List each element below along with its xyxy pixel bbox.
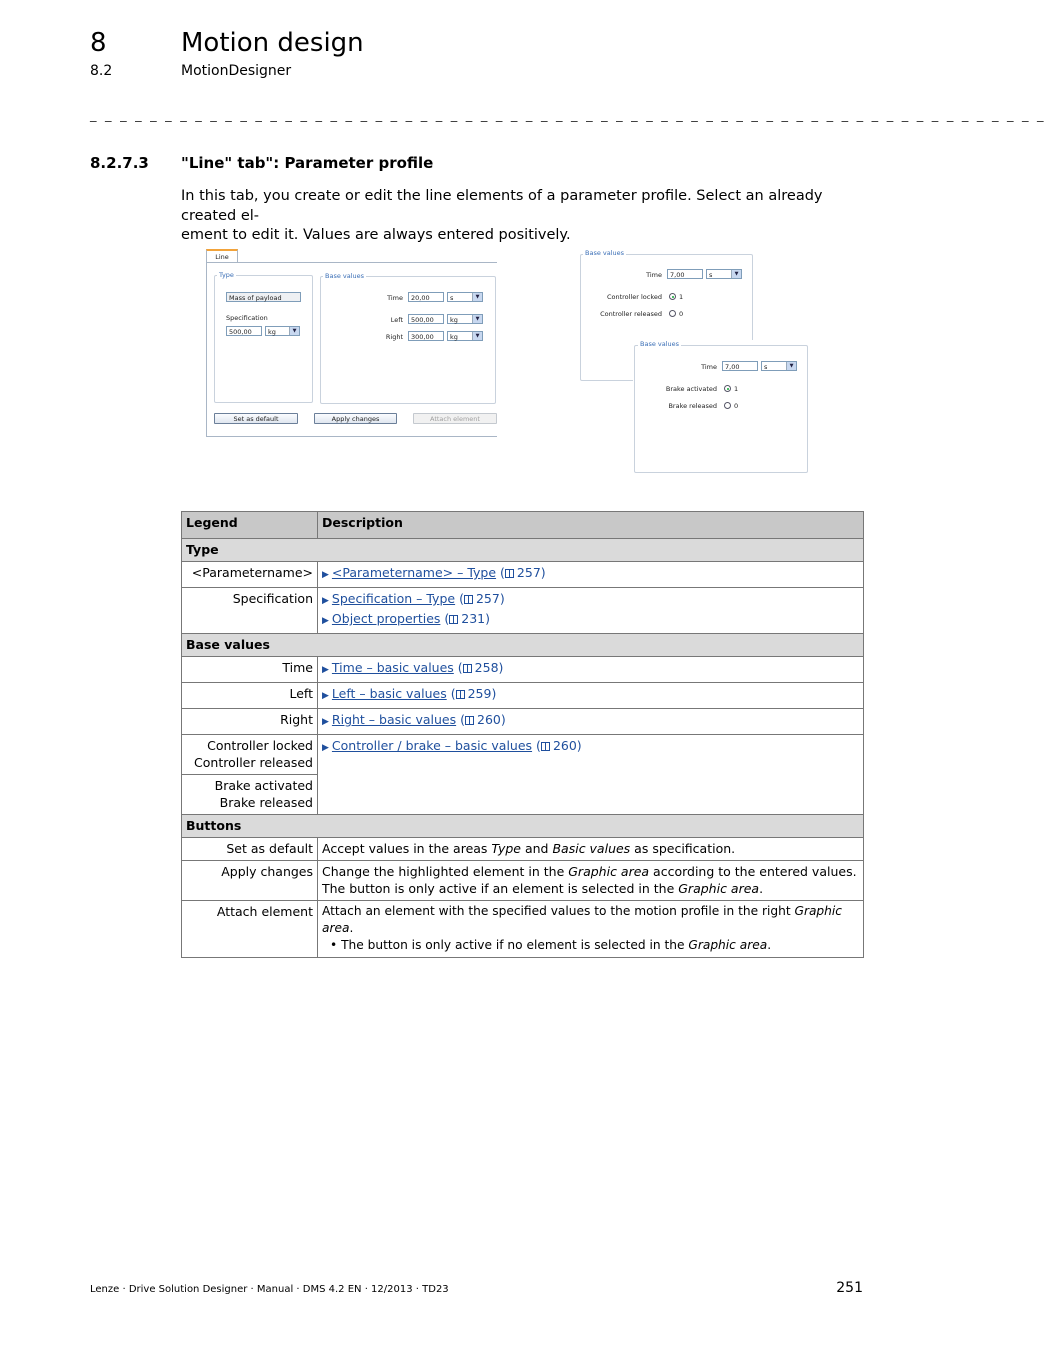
controller-group-legend: Base values xyxy=(585,249,625,257)
group-base-values-label: Base values xyxy=(182,634,864,657)
row-key-attach-element: Attach element xyxy=(182,901,318,958)
brake-group-legend: Base values xyxy=(640,340,680,348)
col-legend-header: Legend xyxy=(182,512,318,539)
brake-time-label: Time xyxy=(701,363,717,371)
row-desc-right: ▶ Right – basic values ( 260) xyxy=(318,709,864,735)
footer-doc-info: Lenze · Drive Solution Designer · Manual · DMS 4.2 EN · 12/2013 · TD23 xyxy=(90,1284,449,1295)
controller-time-unit-select[interactable] xyxy=(706,269,742,279)
arrow-right-icon: ▶ xyxy=(322,665,329,675)
table-row xyxy=(182,562,864,588)
link-right-basic-values[interactable]: Right – basic values xyxy=(331,712,457,727)
intro-line-2: ement to edit it. Values are always entered positively. xyxy=(181,227,571,243)
table-row xyxy=(182,709,864,735)
group-type-label: Type xyxy=(182,539,864,562)
brake-released-label: Brake released xyxy=(668,402,717,410)
section-number: 8.2 xyxy=(90,63,113,79)
table-header-row xyxy=(182,512,864,539)
desc-text: . xyxy=(349,921,354,935)
table-row xyxy=(182,861,864,901)
row-key-right: Right xyxy=(182,709,318,735)
col-description-header: Description xyxy=(318,512,864,539)
row-desc-apply-changes xyxy=(318,861,864,901)
controller-released-key: Controller released xyxy=(194,755,313,770)
row-desc-time: ▶ Time – basic values ( 258) xyxy=(318,657,864,683)
row-desc-attach-element xyxy=(318,901,864,958)
controller-locked-label: Controller locked xyxy=(606,293,662,301)
arrow-right-icon: ▶ xyxy=(322,570,329,580)
arrow-right-icon: ▶ xyxy=(322,691,329,701)
set-as-default-button[interactable]: Set as default xyxy=(214,413,298,424)
brake-released-radio[interactable] xyxy=(724,402,731,409)
book-icon xyxy=(541,742,550,751)
brake-released-value: 0 xyxy=(734,402,739,410)
desc-text: . xyxy=(767,938,772,952)
arrow-right-icon: ▶ xyxy=(322,743,329,753)
controller-locked-key: Controller locked xyxy=(207,738,313,753)
table-row xyxy=(182,588,864,634)
desc-text: Attach an element with the specified values to the motion profile in the right xyxy=(322,904,795,918)
line-tab-screenshot xyxy=(206,249,498,439)
page-number: 251 xyxy=(836,1280,863,1296)
specification-label: Specification xyxy=(226,314,268,322)
type-group-legend: Type xyxy=(219,271,234,279)
controller-time-unit-value: s xyxy=(709,271,713,279)
desc-italic: Basic values xyxy=(552,841,631,856)
left-label: Left xyxy=(390,316,403,324)
link-specification-type[interactable]: Specification – Type xyxy=(331,591,456,606)
desc-text: as specification. xyxy=(630,841,736,856)
group-row-type xyxy=(182,539,864,562)
right-input[interactable]: 300,00 xyxy=(408,331,444,341)
row-key-time: Time xyxy=(182,657,318,683)
section-title: MotionDesigner xyxy=(181,63,292,79)
row-key-left: Left xyxy=(182,683,318,709)
table-row xyxy=(182,838,864,861)
desc-bullet-text: • The button is only active if no element is selected in the xyxy=(330,938,689,952)
left-unit-value: kg xyxy=(450,316,458,324)
chevron-down-icon: ▼ xyxy=(472,315,482,323)
link-time-basic-values[interactable]: Time – basic values xyxy=(331,660,454,675)
controller-released-label: Controller released xyxy=(600,310,662,318)
link-parametername-type[interactable]: <Parametername> – Type xyxy=(331,565,497,580)
link-object-properties[interactable]: Object properties xyxy=(331,611,441,626)
chevron-down-icon: ▼ xyxy=(786,362,796,370)
intro-paragraph xyxy=(181,187,864,246)
page-ref[interactable]: 231 xyxy=(461,611,486,626)
desc-italic: Graphic area xyxy=(688,938,768,952)
desc-text: The button is only active if an element is selected in the xyxy=(322,881,679,896)
page-ref[interactable]: 260 xyxy=(552,738,577,753)
brake-panel-screenshot xyxy=(633,340,809,473)
brake-activated-label: Brake activated xyxy=(665,385,717,393)
chevron-down-icon: ▼ xyxy=(731,270,741,278)
row-key-parametername: <Parametername> xyxy=(182,562,318,588)
chevron-down-icon: ▼ xyxy=(472,332,482,340)
controller-released-value: 0 xyxy=(679,310,684,318)
row-desc-specification: ▶ Specification – Type ( 257) ▶ Object properties ( 231) xyxy=(318,588,864,634)
brake-activated-value: 1 xyxy=(734,385,739,393)
row-key-apply-changes: Apply changes xyxy=(182,861,318,901)
page-ref[interactable]: 260 xyxy=(477,712,501,727)
row-desc-controller-brake: ▶ Controller / brake – basic values ( 260) xyxy=(318,735,864,815)
controller-time-label: Time xyxy=(646,271,662,279)
brake-released-key: Brake released xyxy=(219,795,313,810)
controller-released-radio[interactable] xyxy=(669,310,676,317)
page-ref[interactable]: 259 xyxy=(467,686,492,701)
page-ref[interactable]: 257 xyxy=(516,565,541,580)
row-desc-left: ▶ Left – basic values ( 259) xyxy=(318,683,864,709)
link-left-basic-values[interactable]: Left – basic values xyxy=(331,686,447,701)
brake-time-unit-value: s xyxy=(764,363,768,371)
page-ref[interactable]: 258 xyxy=(474,660,499,675)
desc-text: Change the highlighted element in the xyxy=(322,864,569,879)
page-ref[interactable]: 257 xyxy=(475,591,500,606)
left-unit-select[interactable] xyxy=(447,314,483,324)
table-row xyxy=(182,735,864,775)
type-value-field[interactable]: Mass of payload xyxy=(226,292,301,302)
apply-changes-button[interactable]: Apply changes xyxy=(314,413,397,424)
desc-italic: Type xyxy=(491,841,521,856)
controller-locked-radio[interactable] xyxy=(669,293,676,300)
specification-input[interactable]: 500,00 xyxy=(226,326,262,336)
brake-time-input[interactable]: 7,00 xyxy=(722,361,758,371)
chapter-number: 8 xyxy=(90,28,107,58)
time-unit-value: s xyxy=(450,294,454,302)
base-values-group-legend: Base values xyxy=(325,272,365,280)
table-row xyxy=(182,683,864,709)
right-unit-value: kg xyxy=(450,333,458,341)
brake-time-unit-select[interactable] xyxy=(761,361,797,371)
right-label: Right xyxy=(385,333,403,341)
desc-text: Accept values in the areas xyxy=(322,841,492,856)
row-desc-set-as-default xyxy=(318,838,864,861)
controller-time-input[interactable]: 7,00 xyxy=(667,269,703,279)
group-row-base-values xyxy=(182,634,864,657)
book-icon xyxy=(465,716,474,725)
brake-activated-key: Brake activated xyxy=(214,778,313,793)
left-input[interactable]: 500,00 xyxy=(408,314,444,324)
time-unit-select[interactable] xyxy=(447,292,483,302)
desc-italic: Graphic area xyxy=(678,881,760,896)
row-desc-parametername: ▶ <Parametername> – Type ( 257) xyxy=(318,562,864,588)
attach-element-button[interactable]: Attach element xyxy=(413,413,497,424)
row-key-brake xyxy=(182,775,318,815)
desc-text: . xyxy=(759,881,764,896)
intro-line-1: In this tab, you create or edit the line elements of a parameter profile. Select an already created el- xyxy=(181,188,823,224)
group-row-buttons xyxy=(182,815,864,838)
arrow-right-icon: ▶ xyxy=(322,616,329,626)
book-icon xyxy=(463,664,472,673)
subsection-title: "Line" tab": Parameter profile xyxy=(181,154,434,172)
header-rule: _ _ _ _ _ _ _ _ _ _ _ _ _ _ _ _ _ _ _ _ _ _ _ _ _ _ _ _ _ _ _ _ _ _ _ _ _ _ _ _ _ _ _ _ _ _ _ _ _ _ _ _ _ _ _ _ _ _ _ _ _ _ _ _ xyxy=(90,108,1046,123)
controller-locked-value: 1 xyxy=(679,293,684,301)
time-input[interactable]: 20,00 xyxy=(408,292,444,302)
specification-unit-select[interactable] xyxy=(265,326,300,336)
chevron-down-icon: ▼ xyxy=(472,293,482,301)
book-icon xyxy=(505,569,514,578)
table-row xyxy=(182,901,864,958)
subsection-number: 8.2.7.3 xyxy=(90,154,149,172)
book-icon xyxy=(456,690,465,699)
time-label: Time xyxy=(387,294,403,302)
tab-line[interactable]: Line xyxy=(206,249,238,264)
book-icon xyxy=(464,595,473,604)
group-buttons-label: Buttons xyxy=(182,815,864,838)
link-controller-brake-basic-values[interactable]: Controller / brake – basic values xyxy=(331,738,533,753)
chevron-down-icon: ▼ xyxy=(289,327,299,335)
specification-unit-value: kg xyxy=(268,328,276,336)
row-key-specification: Specification xyxy=(182,588,318,634)
right-unit-select[interactable] xyxy=(447,331,483,341)
arrow-right-icon: ▶ xyxy=(322,717,329,727)
brake-activated-radio[interactable] xyxy=(724,385,731,392)
book-icon xyxy=(449,615,458,624)
desc-text: according to the entered values. xyxy=(649,864,857,879)
table-row xyxy=(182,657,864,683)
chapter-title: Motion design xyxy=(181,28,364,58)
row-key-controller xyxy=(182,735,318,775)
desc-italic: Graphic area xyxy=(568,864,650,879)
row-key-set-as-default: Set as default xyxy=(182,838,318,861)
desc-text: and xyxy=(521,841,553,856)
desc-italic: Graphic area xyxy=(322,904,842,935)
arrow-right-icon: ▶ xyxy=(322,596,329,606)
legend-table xyxy=(181,511,864,958)
